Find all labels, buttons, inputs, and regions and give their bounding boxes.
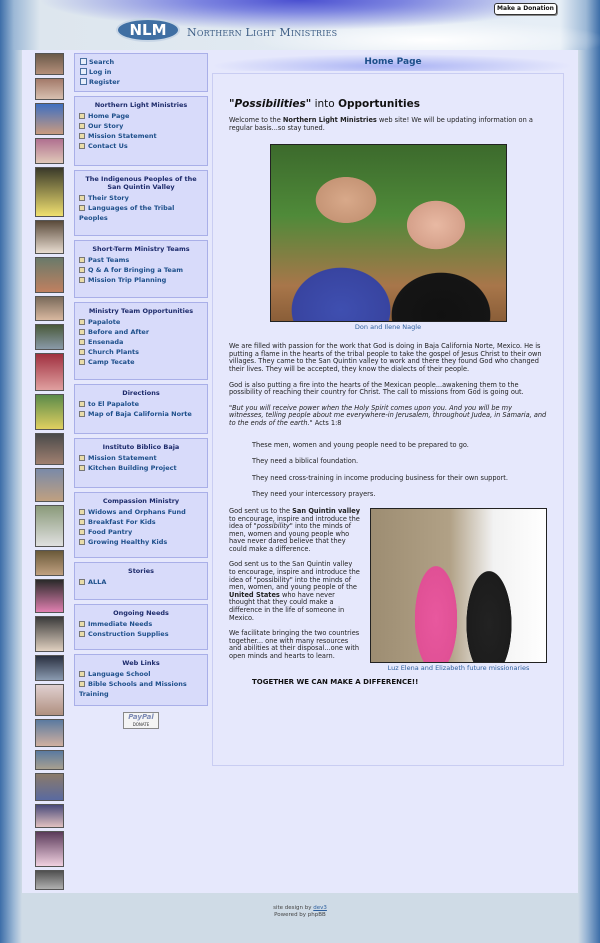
design-credit-text: site design by (273, 905, 314, 911)
main-wrapper (22, 50, 578, 893)
paypal-logo: PayPal (128, 713, 154, 721)
sidebar-link[interactable] (79, 255, 203, 265)
sent1-post: into the minds of men, women and young people who have never dared believe that they could make a difference. (229, 522, 352, 553)
sidebar-link-label: Immediate Needs (88, 620, 153, 628)
sidebar-link-label: Their Story (88, 194, 129, 202)
sidebar-link-label: Mission Statement (88, 454, 157, 462)
sidebar-link[interactable] (79, 399, 203, 409)
sidebar-section (74, 170, 208, 236)
photo2-caption: Luz Elena and Elizabeth future missionaries (387, 663, 530, 672)
welcome-post: web site! We will be updating information on a regular basis...so stay tuned. (229, 116, 533, 132)
footer (0, 905, 600, 919)
photo-thumbnail[interactable] (35, 773, 64, 801)
login-label: Log in (89, 68, 112, 76)
content-header (212, 53, 574, 71)
sidebar-section-title: Ministry Team Opportunities (88, 307, 194, 315)
sidebar-section (74, 384, 208, 434)
sidebar-link[interactable] (79, 517, 203, 527)
verse-ref: Acts 1:8 (312, 418, 342, 427)
sidebar-link[interactable] (79, 141, 203, 151)
sidebar-section (74, 562, 208, 600)
sidebar-link-label: Papalote (88, 318, 121, 326)
photo-thumbnail[interactable] (35, 257, 64, 293)
verse-paragraph (229, 405, 547, 428)
page-bullet-icon (79, 257, 85, 263)
need-item: They need your intercessory prayers. (252, 490, 376, 499)
sidebar-link-label: Breakfast For Kids (88, 518, 156, 526)
page-bullet-icon (79, 123, 85, 129)
sidebar-register-link[interactable] (80, 77, 203, 87)
sidebar-link-label: Camp Tecate (88, 358, 135, 366)
photo-thumbnail[interactable] (35, 468, 64, 502)
sent2-post: who have never thought that they could make a difference in the life of someone in Mexico. (229, 590, 345, 622)
paypal-donate-button[interactable] (123, 712, 159, 729)
page-bullet-icon (79, 539, 85, 545)
page-bullet-icon (79, 631, 85, 637)
sidebar-section (74, 302, 208, 380)
sidebar-link[interactable] (79, 463, 203, 473)
page-bullet-icon (79, 401, 85, 407)
page-bullet-icon (79, 621, 85, 627)
design-credit (0, 905, 600, 912)
sidebar-link[interactable] (79, 265, 203, 275)
sidebar-login-link[interactable] (80, 67, 203, 77)
sidebar-section-title: Northern Light Ministries (94, 101, 188, 109)
page-bullet-icon (79, 411, 85, 417)
sidebar-link-label: Food Pantry (88, 528, 133, 536)
sidebar-link[interactable] (79, 453, 203, 463)
sidebar-link[interactable] (79, 629, 203, 639)
sidebar-link-label: Ensenada (88, 338, 124, 346)
page-bullet-icon (79, 455, 85, 461)
sidebar-link-label: Construction Supplies (88, 630, 169, 638)
sent1-pre: God sent us to the (229, 506, 293, 515)
sidebar-link-label: Widows and Orphans Fund (88, 508, 186, 516)
luz-elena-elizabeth-photo (370, 508, 547, 663)
page-bullet-icon (79, 465, 85, 471)
sidebar-link-label: ALLA (88, 578, 107, 586)
mission-text-column (229, 508, 360, 672)
sidebar-link-label: Map of Baja California Norte (88, 410, 192, 418)
don-and-ilene-photo (270, 144, 507, 322)
page-bullet-icon (79, 329, 85, 335)
sidebar-link[interactable] (79, 327, 203, 337)
photo-thumbnail[interactable] (35, 870, 64, 890)
powered-by: Powered by phpBB (274, 912, 326, 918)
page-bullet-icon (79, 579, 85, 585)
sidebar-link[interactable] (79, 679, 203, 699)
photo-thumbnail[interactable] (35, 103, 64, 135)
sidebar-section (74, 492, 208, 558)
sidebar-link[interactable] (79, 203, 203, 223)
page-bullet-icon (79, 359, 85, 365)
page-heading (229, 98, 547, 110)
sidebar-link-label: Language School (88, 670, 151, 678)
page-bullet-icon (79, 133, 85, 139)
sidebar-search-link[interactable] (80, 57, 203, 67)
sidebar-link[interactable] (79, 131, 203, 141)
page-bullet-icon (79, 205, 85, 211)
photo-thumbnail[interactable] (35, 831, 64, 867)
sidebar-link-label: Church Plants (88, 348, 139, 356)
sidebar-link[interactable] (79, 527, 203, 537)
sidebar-section-title: Instituto Biblico Baja (102, 443, 180, 451)
sidebar-link[interactable] (79, 507, 203, 517)
make-donation-button[interactable]: Make a Donation (494, 3, 557, 15)
sidebar-link[interactable] (79, 193, 203, 203)
welcome-paragraph (229, 117, 547, 132)
sent1-bold: San Quintin valley (292, 506, 361, 515)
welcome-bold: Northern Light Ministries (282, 116, 377, 124)
sidebar-link[interactable] (79, 347, 203, 357)
need-item: These men, women and young people need to be prepared to go. (252, 440, 469, 449)
sidebar-link-label: Languages of the Tribal Peoples (79, 204, 175, 222)
photo-thumbnail[interactable] (35, 433, 64, 465)
page-bullet-icon (79, 671, 85, 677)
register-icon (80, 78, 87, 85)
sent2-bold: United States (229, 590, 280, 599)
sidebar-link[interactable] (79, 337, 203, 347)
heading-possibilities: "Possibilities" (229, 98, 312, 110)
sidebar-link[interactable] (79, 409, 203, 419)
sidebar-link[interactable] (79, 275, 203, 285)
sidebar-link-label: Our Story (88, 122, 124, 130)
nlm-logo[interactable]: NLM (116, 18, 180, 42)
sidebar-link-label: Q & A for Bringing a Team (88, 266, 184, 274)
photo-thumbnail[interactable] (35, 684, 64, 716)
sidebar-link[interactable] (79, 357, 203, 367)
sidebar-link-label: Growing Healthy Kids (88, 538, 168, 546)
photo-thumbnail[interactable] (35, 616, 64, 652)
register-label: Register (89, 78, 120, 86)
sent-paragraph-2 (229, 561, 360, 622)
photo-thumbnail[interactable] (35, 353, 64, 391)
photo-thumbnail[interactable] (35, 324, 64, 350)
sidebar-link[interactable] (79, 669, 203, 679)
sidebar-link-label: to El Papalote (88, 400, 139, 408)
sidebar (74, 53, 208, 729)
sidebar-section (74, 438, 208, 488)
page-bullet-icon (79, 319, 85, 325)
sidebar-link-label: Contact Us (88, 142, 128, 150)
photo-thumbnail[interactable] (35, 719, 64, 747)
sidebar-link-label: Home Page (88, 112, 130, 120)
paypal-donate-label: DONATE (132, 722, 150, 727)
need-item: They need a biblical foundation. (252, 457, 359, 466)
verse-text: "But you will receive power when the Holy Spirit comes upon you. And you will be my witnesses, telling people about me everywhere-in Jerusalem, throughout Judea, in Samaria, and to the ends of the earth." (229, 403, 547, 427)
search-icon (80, 58, 87, 65)
need-item: They need cross-training in income producing business for their own support. (252, 473, 508, 482)
photo-thumbnail[interactable] (35, 394, 64, 430)
page-bullet-icon (79, 267, 85, 273)
photo-thumbnail[interactable] (35, 550, 64, 576)
sidebar-link-label: Kitchen Building Project (88, 464, 177, 472)
dev3-link[interactable]: dev3 (313, 905, 327, 911)
sent1-italic: "possibility" (253, 522, 293, 531)
page-bullet-icon (79, 349, 85, 355)
sidebar-section-title: Ongoing Needs (113, 609, 169, 617)
page-bullet-icon (79, 519, 85, 525)
site-header (0, 0, 600, 50)
page-bullet-icon (79, 509, 85, 515)
search-label: Search (89, 58, 115, 66)
passion-paragraph: We are filled with passion for the work that God is doing in Baja California Norte, Mexico. He is putting a flame in the hearts of the tribal people to take the gospel of Jesus Christ to their own villages. They came to the San Quintin valley to work and there they found God who changed their lives. They will be accepted, they know the dialects of their people. (229, 342, 542, 373)
page-bullet-icon (79, 277, 85, 283)
sidebar-section (74, 240, 208, 298)
photo-thumbnail[interactable] (35, 167, 64, 217)
page-bullet-icon (79, 195, 85, 201)
login-icon (80, 68, 87, 75)
page-bullet-icon (79, 113, 85, 119)
sidebar-link-label: Past Teams (88, 256, 130, 264)
page-title: Home Page (364, 57, 422, 67)
sent2-pre: God sent us to the San Quintin valley to encourage, inspire and introduce the idea of "possibility" into the minds of men, women, and young people of the (229, 560, 360, 592)
sidebar-link[interactable] (79, 577, 203, 587)
welcome-pre: Welcome to the (229, 116, 283, 124)
photo-thumbnail-column (35, 53, 65, 893)
photo-thumbnail[interactable] (35, 296, 64, 321)
page-bullet-icon (79, 143, 85, 149)
sidebar-link-label: Bible Schools and Missions Training (79, 680, 187, 698)
photo-thumbnail[interactable] (35, 804, 64, 828)
sidebar-link[interactable] (79, 317, 203, 327)
facilitate-paragraph: We facilitate bringing the two countries together... one with many resources and abilities at their disposal...one with open minds and hearts to learn. (229, 629, 360, 660)
heading-into: into (311, 98, 339, 110)
sidebar-link[interactable] (79, 121, 203, 131)
sidebar-sections (74, 96, 208, 706)
photo2-figure (370, 508, 547, 672)
sidebar-section-title: The Indigenous Peoples of the San Quintin Valley (85, 175, 197, 191)
page-bullet-icon (79, 529, 85, 535)
sidebar-section-title: Stories (128, 567, 154, 575)
together-tagline: TOGETHER WE CAN MAKE A DIFFERENCE!! (252, 677, 419, 686)
sidebar-section-title: Compassion Ministry (102, 497, 180, 505)
fire-paragraph: God is also putting a fire into the hearts of the Mexican people...awakening them to the possibility of reaching their country for Christ. The call to missions from God is going out. (229, 380, 524, 397)
sent1-mid: to encourage, inspire and introduce the idea of (229, 514, 360, 531)
photo-thumbnail[interactable] (35, 655, 64, 681)
sidebar-section (74, 604, 208, 650)
sidebar-link[interactable] (79, 111, 203, 121)
photo-thumbnail[interactable] (35, 750, 64, 770)
sidebar-link[interactable] (79, 619, 203, 629)
sidebar-section-title: Short-Term Ministry Teams (92, 245, 190, 253)
page-bullet-icon (79, 681, 85, 687)
sidebar-tools-box (74, 53, 208, 92)
sidebar-link-label: Mission Trip Planning (88, 276, 167, 284)
sidebar-section (74, 654, 208, 706)
sent-paragraph-1 (229, 508, 360, 554)
needs-list (229, 442, 547, 499)
photo-thumbnail[interactable] (35, 53, 64, 75)
mission-two-column (229, 508, 547, 672)
sidebar-link-label: Mission Statement (88, 132, 157, 140)
photo-thumbnail[interactable] (35, 220, 64, 254)
sidebar-link[interactable] (79, 537, 203, 547)
photo-thumbnail[interactable] (35, 505, 64, 547)
photo-thumbnail[interactable] (35, 138, 64, 164)
photo-thumbnail[interactable] (35, 579, 64, 613)
sidebar-link-label: Before and After (88, 328, 150, 336)
main-content (212, 73, 564, 766)
photo1-caption: Don and Ilene Nagle (354, 323, 422, 332)
page-bullet-icon (79, 339, 85, 345)
site-name[interactable]: Northern Light Ministries (187, 26, 338, 39)
photo-thumbnail[interactable] (35, 78, 64, 100)
sidebar-section (74, 96, 208, 166)
sidebar-section-title: Web Links (122, 659, 160, 667)
sidebar-section-title: Directions (122, 389, 160, 397)
heading-opportunities: Opportunities (338, 98, 420, 110)
